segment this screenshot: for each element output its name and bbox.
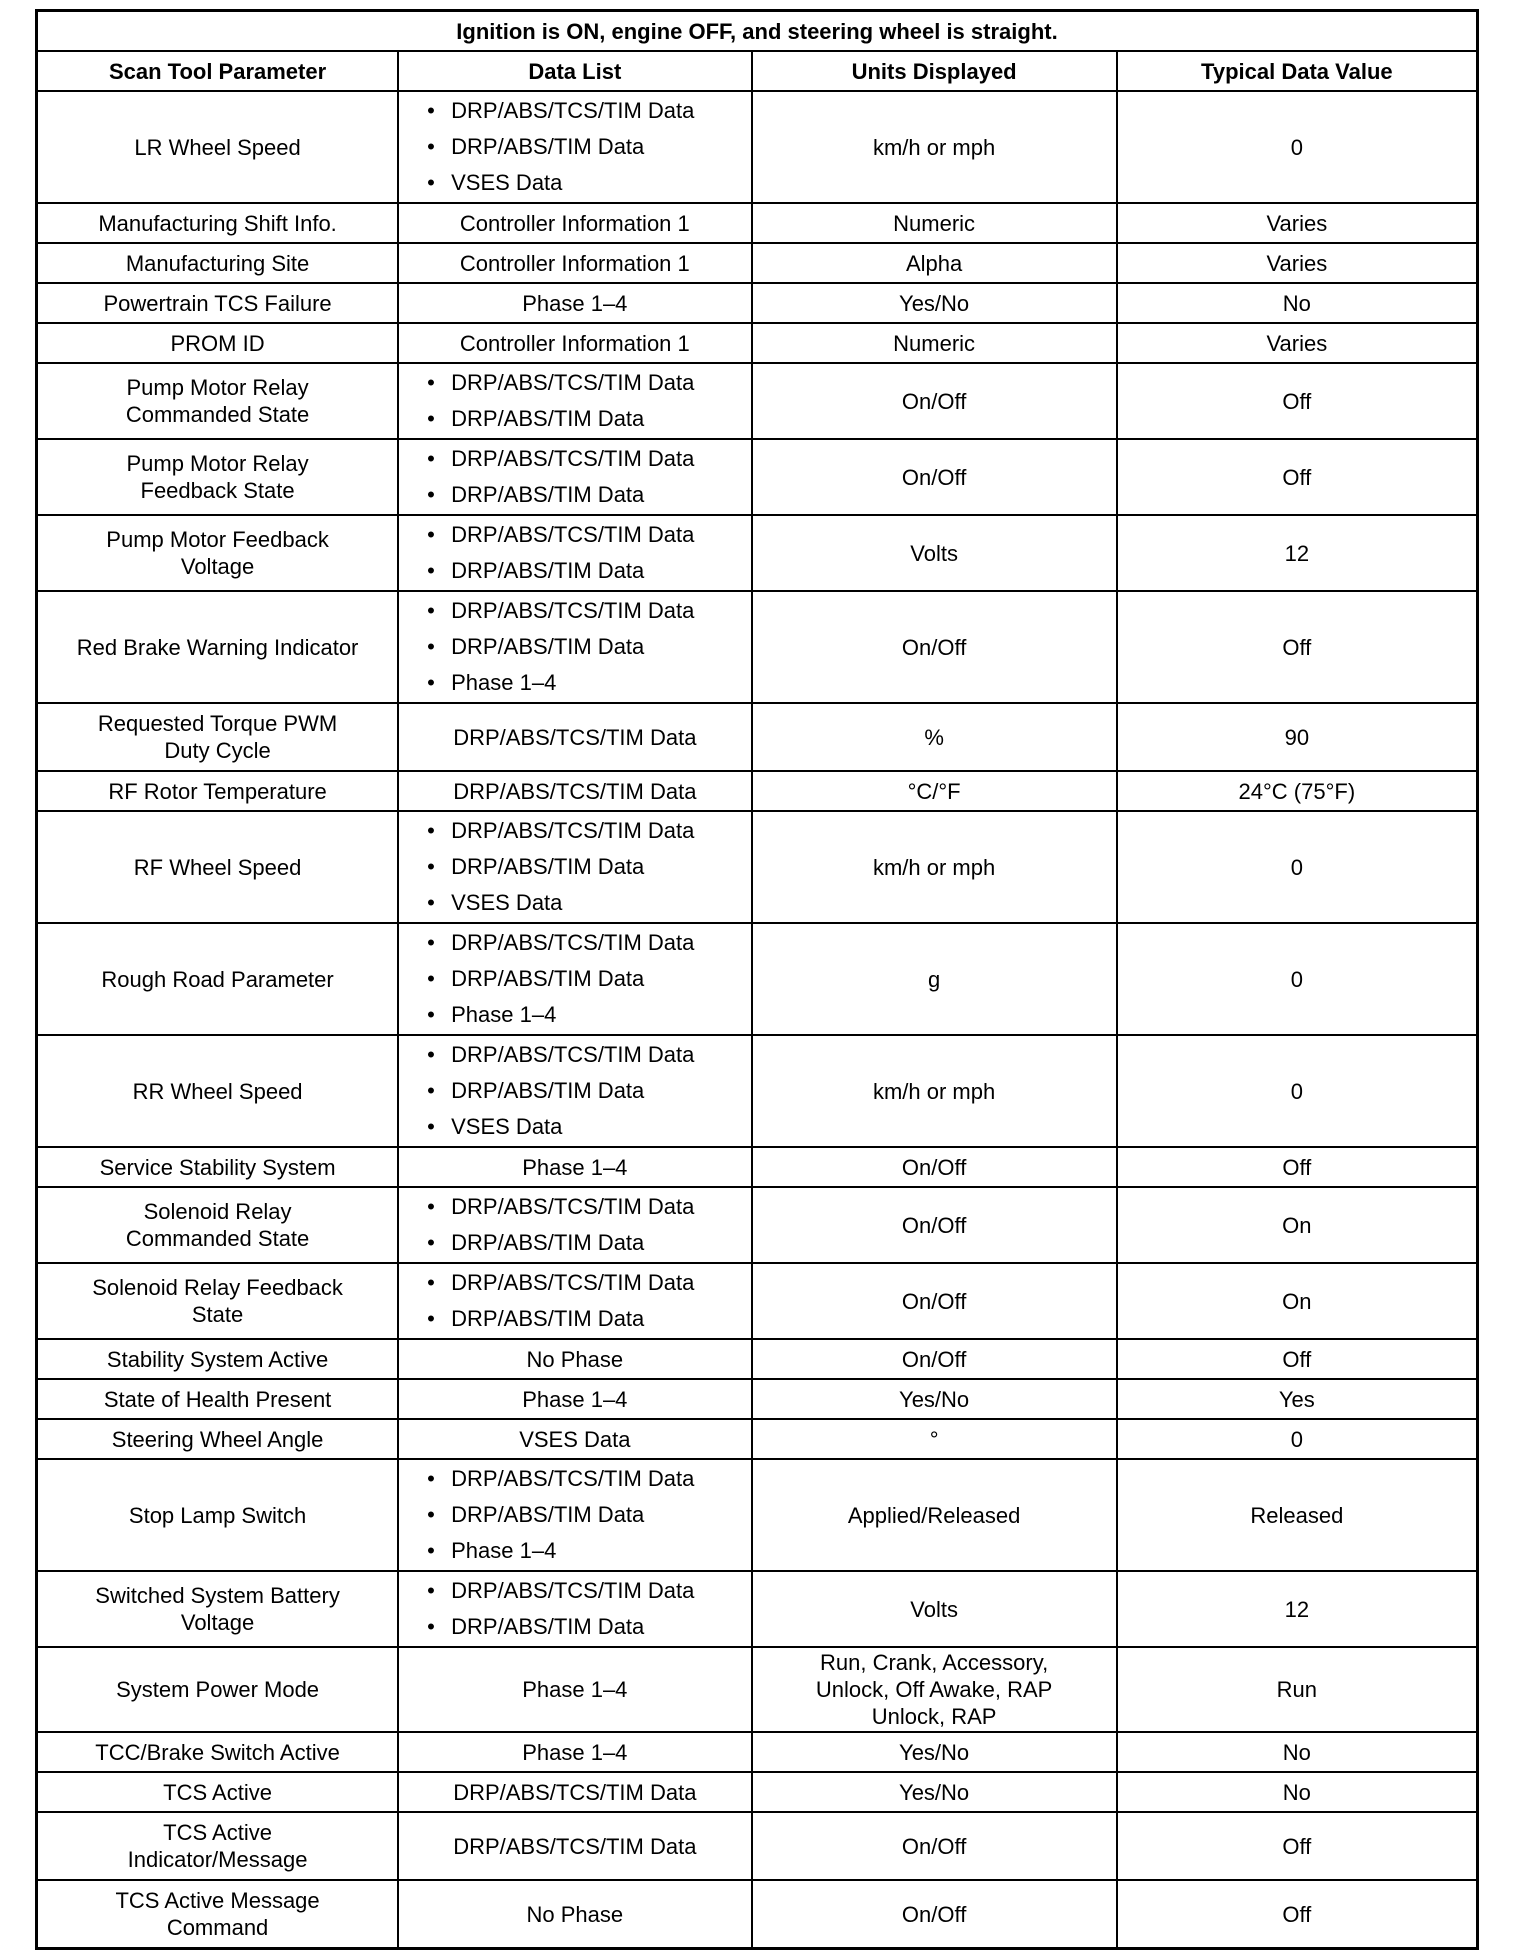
parameter-cell: Powertrain TCS Failure: [37, 283, 399, 323]
typical-value-cell: 90: [1117, 703, 1478, 771]
parameter-cell: TCS Active: [37, 1772, 399, 1812]
data-list-cell: [398, 811, 751, 923]
units-cell: km/h or mph: [752, 91, 1117, 203]
table-row: [37, 1263, 1478, 1339]
header-units-displayed: Units Displayed: [752, 51, 1117, 91]
data-list-cell: DRP/ABS/TCS/TIM Data: [398, 1812, 751, 1880]
table-row: [37, 1772, 1478, 1812]
data-list-item: • DRP/ABS/TIM Data: [433, 553, 746, 589]
typical-value-cell: Off: [1117, 363, 1478, 439]
table-row: [37, 811, 1478, 923]
table-row: [37, 1147, 1478, 1187]
parameter-cell: Solenoid Relay Feedback State: [37, 1263, 399, 1339]
table-row: [37, 1812, 1478, 1880]
units-cell: On/Off: [752, 363, 1117, 439]
table-body: [37, 91, 1478, 1949]
data-list: [403, 925, 746, 1033]
units-cell: °C/°F: [752, 771, 1117, 811]
units-cell: Volts: [752, 1571, 1117, 1647]
scan-tool-data-table: [35, 9, 1479, 1950]
table-row: [37, 771, 1478, 811]
data-list-cell: DRP/ABS/TCS/TIM Data: [398, 771, 751, 811]
parameter-cell: Pump Motor Relay Feedback State: [37, 439, 399, 515]
table-row: [37, 91, 1478, 203]
typical-value-cell: No: [1117, 283, 1478, 323]
table-row: [37, 283, 1478, 323]
typical-value-cell: 0: [1117, 923, 1478, 1035]
typical-value-cell: Off: [1117, 1147, 1478, 1187]
table-row: [37, 363, 1478, 439]
data-list-item: • Phase 1–4: [433, 997, 746, 1033]
parameter-cell: Solenoid Relay Commanded State: [37, 1187, 399, 1263]
data-list-item: • DRP/ABS/TCS/TIM Data: [433, 1265, 746, 1301]
data-list-cell: No Phase: [398, 1339, 751, 1379]
table-row: [37, 1571, 1478, 1647]
data-list-cell: [398, 1263, 751, 1339]
data-list-item: • DRP/ABS/TIM Data: [433, 401, 746, 437]
data-list-item: • VSES Data: [433, 165, 746, 201]
data-list: [403, 365, 746, 437]
data-list-item: • DRP/ABS/TCS/TIM Data: [433, 593, 746, 629]
data-list-item: • DRP/ABS/TCS/TIM Data: [433, 1573, 746, 1609]
data-list-item: • Phase 1–4: [433, 1533, 746, 1569]
header-scan-tool-parameter: Scan Tool Parameter: [37, 51, 399, 91]
data-list-item: • DRP/ABS/TCS/TIM Data: [433, 925, 746, 961]
units-cell: °: [752, 1419, 1117, 1459]
typical-value-cell: 12: [1117, 1571, 1478, 1647]
units-cell: %: [752, 703, 1117, 771]
table-row: [37, 1459, 1478, 1571]
data-list-item: • DRP/ABS/TCS/TIM Data: [433, 1461, 746, 1497]
data-list-item: • DRP/ABS/TIM Data: [433, 1301, 746, 1337]
parameter-cell: TCS Active Indicator/Message: [37, 1812, 399, 1880]
data-list: [403, 1265, 746, 1337]
data-list-cell: Phase 1–4: [398, 1379, 751, 1419]
data-list-cell: [398, 1187, 751, 1263]
typical-value-cell: Varies: [1117, 243, 1478, 283]
typical-value-cell: Yes: [1117, 1379, 1478, 1419]
data-list-item: • DRP/ABS/TIM Data: [433, 849, 746, 885]
data-list-cell: Controller Information 1: [398, 203, 751, 243]
table-row: [37, 703, 1478, 771]
data-list-item: • DRP/ABS/TCS/TIM Data: [433, 1037, 746, 1073]
data-list-cell: Phase 1–4: [398, 1647, 751, 1732]
data-list: [403, 93, 746, 201]
typical-value-cell: Off: [1117, 1812, 1478, 1880]
units-cell: Yes/No: [752, 1379, 1117, 1419]
parameter-cell: LR Wheel Speed: [37, 91, 399, 203]
table-row: [37, 203, 1478, 243]
units-cell: On/Off: [752, 1339, 1117, 1379]
typical-value-cell: Run: [1117, 1647, 1478, 1732]
table-title-row: [37, 11, 1478, 52]
units-cell: Yes/No: [752, 283, 1117, 323]
units-cell: Applied/Released: [752, 1459, 1117, 1571]
typical-value-cell: No: [1117, 1732, 1478, 1772]
parameter-cell: System Power Mode: [37, 1647, 399, 1732]
table-row: [37, 515, 1478, 591]
parameter-cell: Stability System Active: [37, 1339, 399, 1379]
parameter-cell: State of Health Present: [37, 1379, 399, 1419]
table-row: [37, 1880, 1478, 1949]
units-cell: km/h or mph: [752, 1035, 1117, 1147]
units-cell: km/h or mph: [752, 811, 1117, 923]
typical-value-cell: Off: [1117, 1339, 1478, 1379]
typical-value-cell: 0: [1117, 811, 1478, 923]
units-cell: On/Off: [752, 1880, 1117, 1949]
data-list-item: • DRP/ABS/TIM Data: [433, 129, 746, 165]
typical-value-cell: 12: [1117, 515, 1478, 591]
data-list-cell: Controller Information 1: [398, 243, 751, 283]
units-cell: Yes/No: [752, 1732, 1117, 1772]
table-row: [37, 439, 1478, 515]
data-list-cell: [398, 363, 751, 439]
parameter-cell: Pump Motor Relay Commanded State: [37, 363, 399, 439]
parameter-cell: Stop Lamp Switch: [37, 1459, 399, 1571]
typical-value-cell: Varies: [1117, 203, 1478, 243]
data-list-item: • DRP/ABS/TCS/TIM Data: [433, 517, 746, 553]
data-list: [403, 517, 746, 589]
data-list-item: • DRP/ABS/TCS/TIM Data: [433, 93, 746, 129]
table-row: [37, 591, 1478, 703]
units-cell: On/Off: [752, 1147, 1117, 1187]
parameter-cell: Switched System Battery Voltage: [37, 1571, 399, 1647]
data-list-cell: DRP/ABS/TCS/TIM Data: [398, 1772, 751, 1812]
data-list-item: • DRP/ABS/TIM Data: [433, 1073, 746, 1109]
data-list-cell: [398, 439, 751, 515]
units-cell: Numeric: [752, 323, 1117, 363]
data-list-item: • DRP/ABS/TIM Data: [433, 477, 746, 513]
table-row: [37, 243, 1478, 283]
typical-value-cell: 0: [1117, 1035, 1478, 1147]
data-list-item: • DRP/ABS/TCS/TIM Data: [433, 441, 746, 477]
data-list-cell: Phase 1–4: [398, 1732, 751, 1772]
data-list: [403, 1461, 746, 1569]
data-list-item: • DRP/ABS/TCS/TIM Data: [433, 365, 746, 401]
typical-value-cell: On: [1117, 1187, 1478, 1263]
table-title: Ignition is ON, engine OFF, and steering wheel is straight.: [37, 11, 1478, 52]
parameter-cell: Red Brake Warning Indicator: [37, 591, 399, 703]
parameter-cell: Service Stability System: [37, 1147, 399, 1187]
table-row: [37, 1339, 1478, 1379]
units-cell: On/Off: [752, 1187, 1117, 1263]
parameter-cell: RF Rotor Temperature: [37, 771, 399, 811]
parameter-cell: RR Wheel Speed: [37, 1035, 399, 1147]
table-row: [37, 323, 1478, 363]
units-cell: Run, Crank, Accessory, Unlock, Off Awake, RAP Unlock, RAP: [752, 1647, 1117, 1732]
typical-value-cell: No: [1117, 1772, 1478, 1812]
typical-value-cell: 0: [1117, 1419, 1478, 1459]
data-list-cell: Controller Information 1: [398, 323, 751, 363]
data-list-cell: [398, 923, 751, 1035]
typical-value-cell: 0: [1117, 91, 1478, 203]
data-list-item: • VSES Data: [433, 885, 746, 921]
data-list-item: • Phase 1–4: [433, 665, 746, 701]
typical-value-cell: Varies: [1117, 323, 1478, 363]
parameter-cell: Manufacturing Site: [37, 243, 399, 283]
table-row: [37, 1187, 1478, 1263]
data-list-cell: [398, 91, 751, 203]
data-list-cell: No Phase: [398, 1880, 751, 1949]
parameter-cell: PROM ID: [37, 323, 399, 363]
data-list-cell: [398, 1571, 751, 1647]
data-list: [403, 1189, 746, 1261]
units-cell: Yes/No: [752, 1772, 1117, 1812]
data-list: [403, 813, 746, 921]
data-list-item: • DRP/ABS/TIM Data: [433, 1225, 746, 1261]
data-list-cell: Phase 1–4: [398, 1147, 751, 1187]
typical-value-cell: Off: [1117, 591, 1478, 703]
units-cell: Volts: [752, 515, 1117, 591]
data-list-item: • VSES Data: [433, 1109, 746, 1145]
data-list: [403, 593, 746, 701]
typical-value-cell: On: [1117, 1263, 1478, 1339]
units-cell: On/Off: [752, 591, 1117, 703]
units-cell: On/Off: [752, 439, 1117, 515]
data-list-cell: [398, 1459, 751, 1571]
data-list-item: • DRP/ABS/TIM Data: [433, 1497, 746, 1533]
units-cell: On/Off: [752, 1812, 1117, 1880]
table-row: [37, 1732, 1478, 1772]
parameter-cell: TCC/Brake Switch Active: [37, 1732, 399, 1772]
table-row: [37, 1419, 1478, 1459]
data-list-cell: [398, 1035, 751, 1147]
typical-value-cell: Off: [1117, 439, 1478, 515]
table-row: [37, 1647, 1478, 1732]
data-list-item: • DRP/ABS/TIM Data: [433, 1609, 746, 1645]
data-list-cell: [398, 515, 751, 591]
typical-value-cell: 24°C (75°F): [1117, 771, 1478, 811]
data-list-cell: DRP/ABS/TCS/TIM Data: [398, 703, 751, 771]
parameter-cell: TCS Active Message Command: [37, 1880, 399, 1949]
header-typical-data-value: Typical Data Value: [1117, 51, 1478, 91]
data-list-item: • DRP/ABS/TIM Data: [433, 961, 746, 997]
header-data-list: Data List: [398, 51, 751, 91]
table-row: [37, 1379, 1478, 1419]
parameter-cell: Pump Motor Feedback Voltage: [37, 515, 399, 591]
typical-value-cell: Released: [1117, 1459, 1478, 1571]
table-row: [37, 923, 1478, 1035]
data-list-item: • DRP/ABS/TIM Data: [433, 629, 746, 665]
table-header-row: [37, 51, 1478, 91]
units-cell: Alpha: [752, 243, 1117, 283]
data-list-cell: VSES Data: [398, 1419, 751, 1459]
data-list: [403, 441, 746, 513]
data-list: [403, 1037, 746, 1145]
parameter-cell: Steering Wheel Angle: [37, 1419, 399, 1459]
data-list-item: • DRP/ABS/TCS/TIM Data: [433, 813, 746, 849]
units-cell: On/Off: [752, 1263, 1117, 1339]
parameter-cell: Requested Torque PWM Duty Cycle: [37, 703, 399, 771]
units-cell: g: [752, 923, 1117, 1035]
data-list-cell: Phase 1–4: [398, 283, 751, 323]
parameter-cell: Manufacturing Shift Info.: [37, 203, 399, 243]
parameter-cell: Rough Road Parameter: [37, 923, 399, 1035]
parameter-cell: RF Wheel Speed: [37, 811, 399, 923]
typical-value-cell: Off: [1117, 1880, 1478, 1949]
units-cell: Numeric: [752, 203, 1117, 243]
data-list-item: • DRP/ABS/TCS/TIM Data: [433, 1189, 746, 1225]
data-list-cell: [398, 591, 751, 703]
table-row: [37, 1035, 1478, 1147]
data-list: [403, 1573, 746, 1645]
